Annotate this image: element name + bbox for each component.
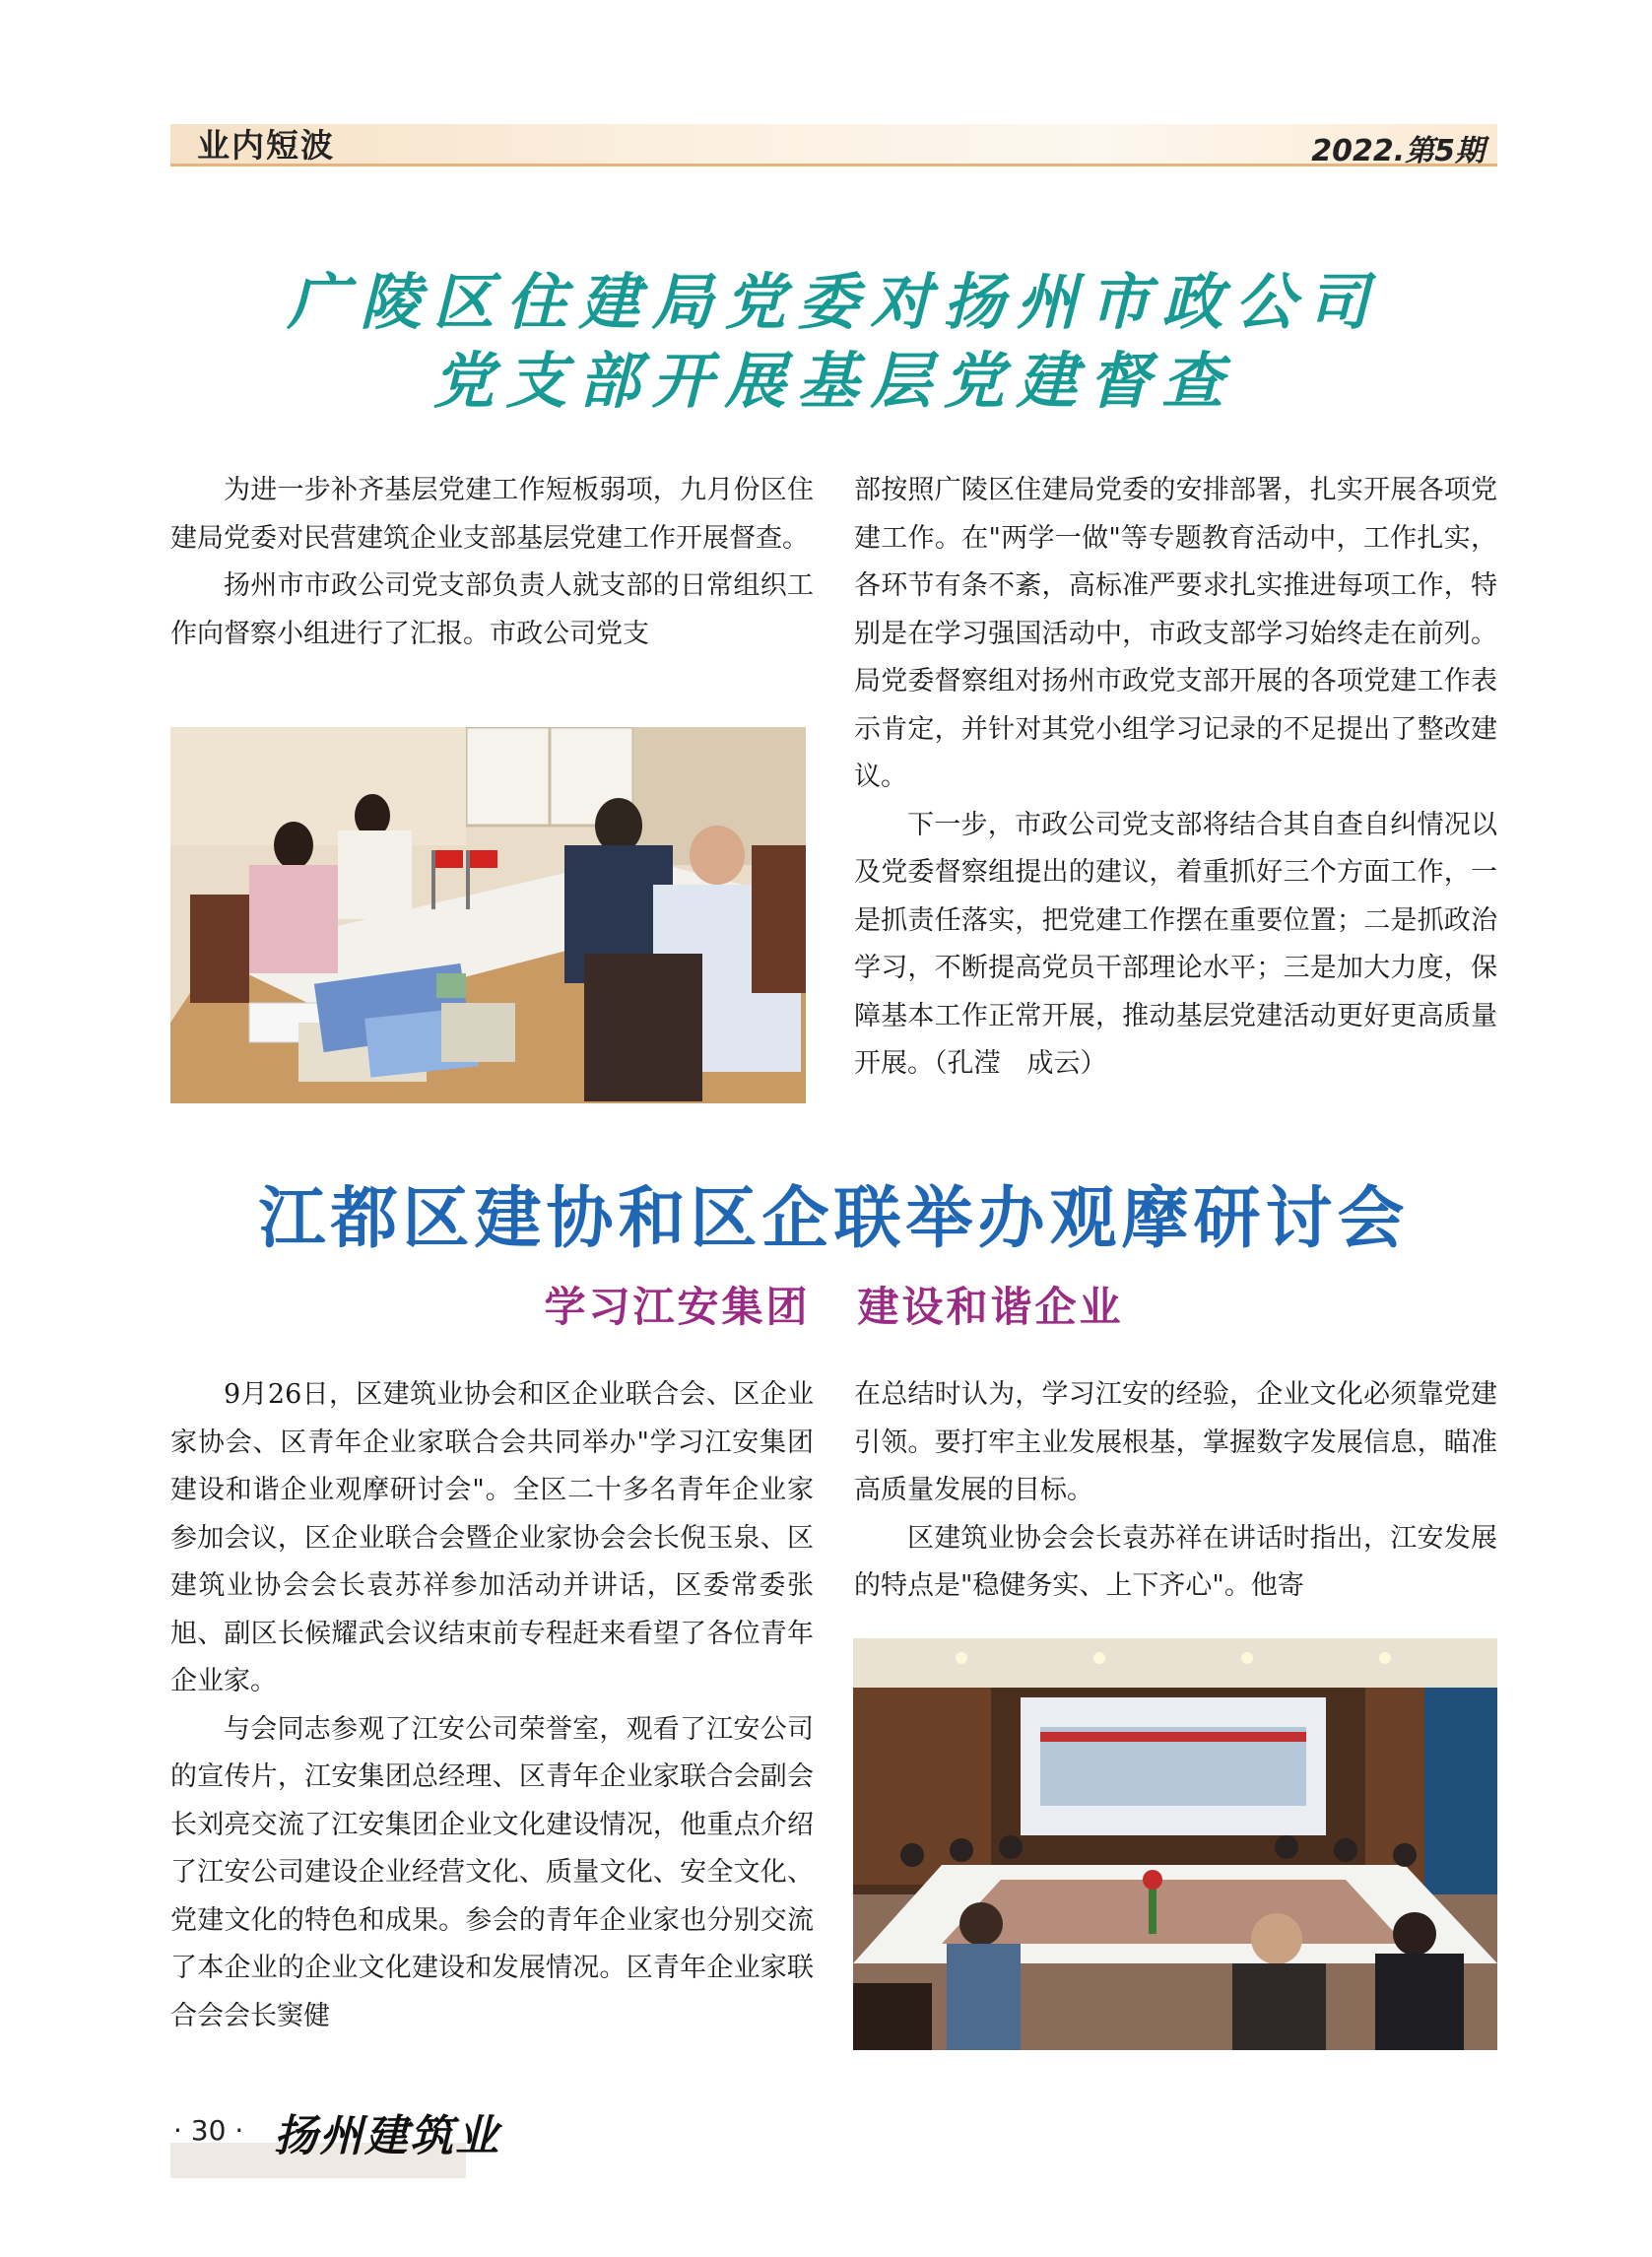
- article2-paragraph: 与会同志参观了江安公司荣誉室，观看了江安公司的宣传片，江安集团总经理、区青年企业家联合会副会长刘亮交流了江安集团企业文化建设情况，他重点介绍了江安公司建设企业经营文化、质量文化、安全文化、党建文化的特色和成果。参会的青年企业家也分别交流了本企业的企业文化建设和发展情况。区青年企业家联合会会长窦健: [170, 1713, 814, 2031]
- article1-title-line1: 广陵区住建局党委对扬州市政公司: [287, 266, 1381, 338]
- article2-continuation: 在总结时认为，学习江安的经验，企业文化必须靠党建引领。要打牢主业发展根基，掌握数字发展信息，瞄准高质量发展的目标。: [854, 1379, 1497, 1505]
- article2-subtitle-part1: 学习江安集团: [544, 1283, 811, 1331]
- article2-paragraph: 区建筑业协会会长袁苏祥在讲话时指出，江安发展的特点是"稳健务实、上下齐心"。他寄: [854, 1522, 1497, 1601]
- page-number: · 30 ·: [173, 2114, 244, 2147]
- meeting-photo-image: [170, 727, 806, 1103]
- section-label: 业内短波: [197, 126, 335, 165]
- article1-paragraph: 为进一步补齐基层党建工作短板弱项，九月份区住建局党委对民营建筑企业支部基层党建工作开展督查。: [170, 475, 814, 554]
- article1-continuation: 部按照广陵区住建局党委的安排部署，扎实开展各项党建工作。在"两学一做"等专题教育活动中，工作扎实，各环节有条不紊，高标准严要求扎实推进每项工作，特别是在学习强国活动中，市政支部学习始终走在前列。局党委督察组对扬州市政党支部开展的各项党建工作表示肯定，并针对其党小组学习记录的不足提出了整改建议。: [854, 475, 1497, 792]
- article2-subtitle-part2: 建设和谐企业: [857, 1283, 1124, 1331]
- article1-left-column: [170, 467, 814, 658]
- issue-label: 2022.第5期: [1311, 134, 1485, 168]
- conference-photo-image: [853, 1638, 1497, 2050]
- article2-paragraph: 9月26日，区建筑业协会和区企业联合会、区企业家协会、区青年企业家联合会共同举办"学习江安集团 建设和谐企业观摩研讨会"。全区二十多名青年企业家参加会议，区企业联合会暨企业家协会会长倪玉泉、区建筑业协会会长袁苏祥参加活动并讲话，区委常委张旭、副区长候耀武会议结束前专程赶来看望了各位青年企业家。: [170, 1379, 814, 1696]
- article2-right-column: [854, 1371, 1497, 1611]
- magazine-name: 扬州建筑业: [274, 2111, 500, 2161]
- article2-left-column: [170, 1371, 814, 2040]
- conference-photo: [853, 1638, 1497, 2050]
- article1-paragraph: 扬州市市政公司党支部负责人就支部的日常组织工作向督察小组进行了汇报。市政公司党支: [170, 570, 814, 649]
- header-band: [170, 124, 1497, 166]
- meeting-photo: [170, 727, 806, 1103]
- article1-right-column: [854, 467, 1497, 1089]
- article1-paragraph: 下一步，市政公司党支部将结合其自查自纠情况以及党委督察组提出的建议，着重抓好三个方面工作，一是抓责任落实，把党建工作摆在重要位置；二是抓政治学习，不断提高党员干部理论水平；三是加大力度，保障基本工作正常开展，推动基层党建活动更好更高质量开展。（孔滢 成云）: [854, 809, 1497, 1079]
- article2-subtitle: [170, 1283, 1497, 1331]
- article1-title-line2: 党支部开展基层党建督查: [432, 345, 1235, 417]
- article2-title: 江都区建协和区企联举办观摩研讨会: [258, 1179, 1410, 1258]
